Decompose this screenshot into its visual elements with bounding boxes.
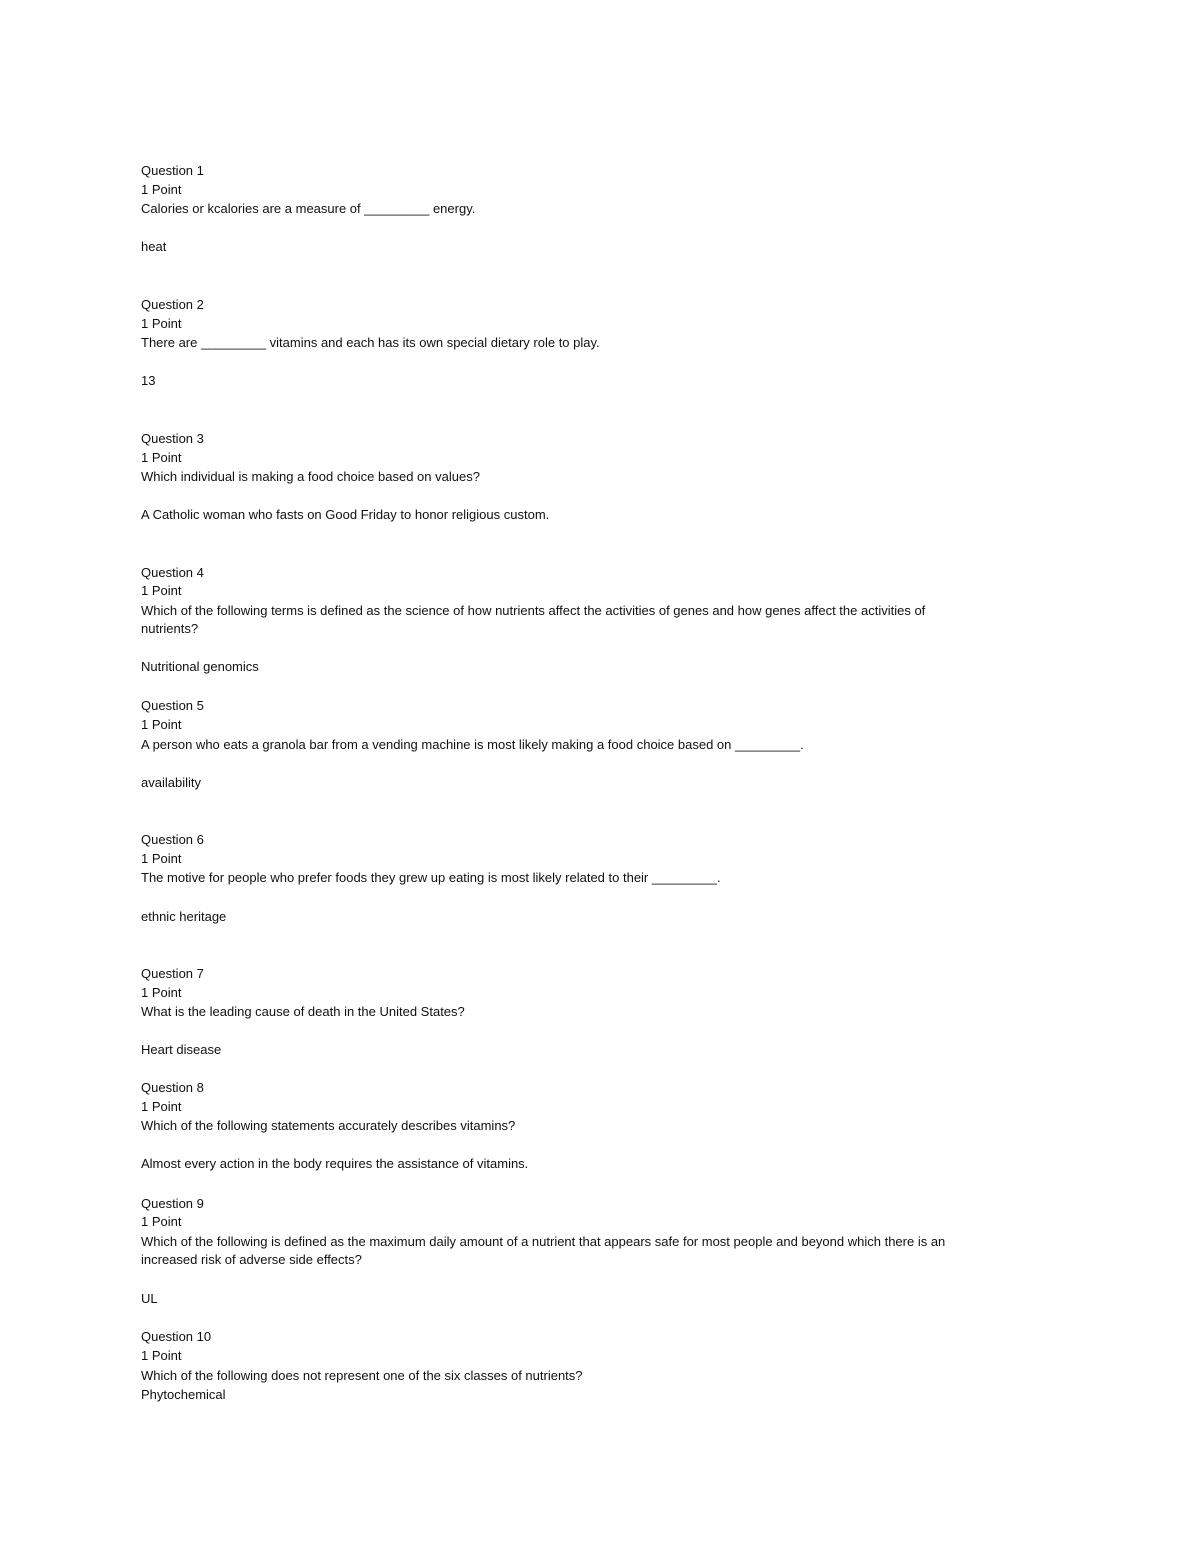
question-points: 1 Point: [141, 851, 182, 866]
question-points: 1 Point: [141, 583, 182, 598]
question-prompt: There are _________ vitamins and each has its own special dietary role to play.: [141, 335, 600, 350]
question-label: Question 4: [141, 565, 204, 580]
question-label: Question 2: [141, 297, 204, 312]
question-answer: A Catholic woman who fasts on Good Friday to honor religious custom.: [141, 507, 550, 522]
question-prompt: increased risk of adverse side effects?: [141, 1252, 362, 1267]
question-label: Question 9: [141, 1196, 204, 1211]
question-label: Question 3: [141, 431, 204, 446]
question-prompt: A person who eats a granola bar from a vending machine is most likely making a food choice based on _________.: [141, 737, 804, 752]
question-prompt: What is the leading cause of death in the United States?: [141, 1004, 465, 1019]
question-points: 1 Point: [141, 1348, 182, 1363]
question-answer: UL: [141, 1291, 158, 1306]
question-prompt: Which individual is making a food choice based on values?: [141, 469, 480, 484]
question-label: Question 8: [141, 1080, 204, 1095]
question-answer: Heart disease: [141, 1042, 222, 1057]
question-prompt: Which of the following does not represent one of the six classes of nutrients?: [141, 1368, 583, 1383]
question-points: 1 Point: [141, 316, 182, 331]
question-points: 1 Point: [141, 1214, 182, 1229]
question-points: 1 Point: [141, 1099, 182, 1114]
question-points: 1 Point: [141, 450, 182, 465]
question-prompt: nutrients?: [141, 621, 199, 636]
question-prompt: The motive for people who prefer foods they grew up eating is most likely related to their _________.: [141, 870, 721, 885]
question-points: 1 Point: [141, 717, 182, 732]
question-answer: Almost every action in the body requires the assistance of vitamins.: [141, 1156, 529, 1171]
question-label: Question 10: [141, 1329, 212, 1344]
question-prompt: Which of the following terms is defined as the science of how nutrients affect the activities of genes and how genes affect the activities of: [141, 603, 926, 618]
question-points: 1 Point: [141, 985, 182, 1000]
question-answer: Nutritional genomics: [141, 659, 259, 674]
question-answer: availability: [141, 775, 201, 790]
question-points: 1 Point: [141, 182, 182, 197]
question-prompt: Which of the following is defined as the maximum daily amount of a nutrient that appears safe for most people and beyond which there is an: [141, 1234, 946, 1249]
question-answer: 13: [141, 373, 156, 388]
question-label: Question 1: [141, 163, 204, 178]
question-prompt: Calories or kcalories are a measure of _________ energy.: [141, 201, 476, 216]
question-prompt: Which of the following statements accurately describes vitamins?: [141, 1118, 516, 1133]
question-answer: heat: [141, 239, 167, 254]
question-answer: ethnic heritage: [141, 909, 227, 924]
question-label: Question 6: [141, 832, 204, 847]
question-label: Question 7: [141, 966, 204, 981]
question-label: Question 5: [141, 698, 204, 713]
question-answer: Phytochemical: [141, 1387, 226, 1402]
